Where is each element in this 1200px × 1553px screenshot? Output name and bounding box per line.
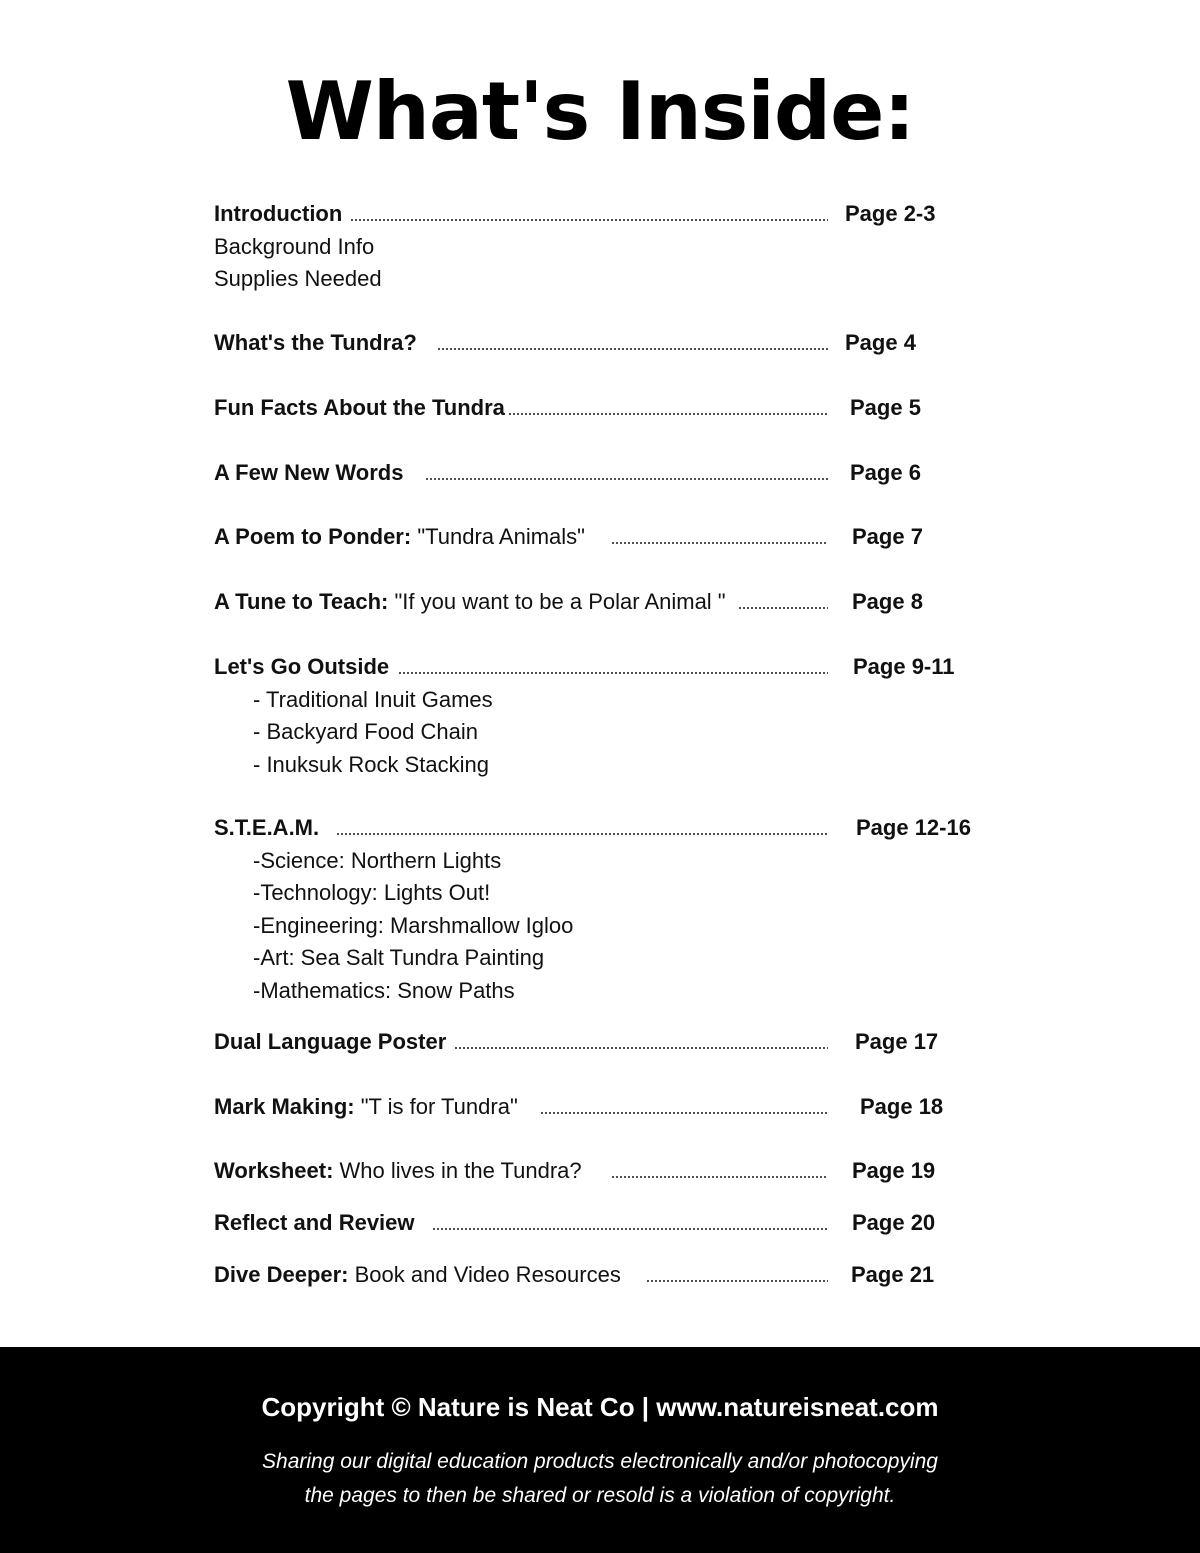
toc-entry-title bbox=[214, 330, 417, 355]
toc-entry-heading: Let's Go Outside bbox=[214, 654, 390, 679]
toc-entry-heading: S.T.E.A.M. bbox=[214, 815, 320, 840]
toc-entry bbox=[214, 1091, 518, 1123]
toc-entry bbox=[214, 457, 403, 489]
toc-entry-heading: Dive Deeper: bbox=[214, 1262, 349, 1287]
notice-line-1: Sharing our digital education products electronically and/or photocopying bbox=[262, 1450, 938, 1473]
toc-entry bbox=[214, 1259, 621, 1291]
toc-page-number: Page 18 bbox=[860, 1094, 944, 1119]
toc-page-number: Page 2-3 bbox=[845, 201, 936, 226]
toc-page-number: Page 7 bbox=[852, 524, 923, 549]
toc-subitem: -Science: Northern Lights bbox=[253, 847, 502, 873]
dot-leader bbox=[508, 412, 828, 416]
toc-entry-heading: Reflect and Review bbox=[214, 1210, 415, 1235]
toc-subitem: - Backyard Food Chain bbox=[253, 719, 478, 744]
toc-entry bbox=[214, 586, 726, 618]
copyright-notice bbox=[0, 1445, 1200, 1513]
toc-entry-heading: A Poem to Ponder: bbox=[214, 524, 412, 549]
toc-entry-subtitle: Who lives in the Tundra? bbox=[333, 1158, 582, 1183]
toc-entry-subtitle: "If you want to be a Polar Animal " bbox=[388, 589, 726, 614]
toc-page-number: Page 5 bbox=[850, 395, 921, 420]
toc-entry-subtitle: "T is for Tundra" bbox=[354, 1094, 518, 1119]
dot-leader bbox=[425, 477, 828, 481]
toc-subitem: - Inuksuk Rock Stacking bbox=[253, 751, 489, 777]
toc-entry bbox=[214, 327, 417, 359]
dot-leader bbox=[611, 541, 828, 545]
toc-subitem: - Traditional Inuit Games bbox=[253, 686, 493, 712]
notice-line-2: the pages to then be shared or resold is a violation of copyright. bbox=[304, 1484, 896, 1507]
dot-leader bbox=[611, 1175, 828, 1179]
page-title: What's Inside: bbox=[285, 65, 915, 158]
toc-entry-subtitle: Book and Video Resources bbox=[348, 1262, 621, 1287]
toc-page-number: Page 20 bbox=[852, 1210, 936, 1235]
toc-entry-title bbox=[214, 201, 342, 226]
toc-subitem: Background Info bbox=[214, 233, 375, 259]
toc-entry bbox=[214, 1026, 446, 1058]
toc-page-number: Page 9-11 bbox=[853, 654, 955, 679]
toc-entry-heading: What's the Tundra? bbox=[214, 330, 417, 355]
toc-entry-title bbox=[214, 1262, 621, 1287]
dot-leader bbox=[437, 347, 828, 351]
toc-entry bbox=[214, 651, 389, 683]
toc-entry bbox=[214, 1155, 582, 1187]
toc-entry bbox=[214, 392, 505, 424]
toc-page-number: Page 8 bbox=[852, 589, 923, 614]
toc-entry-heading: Fun Facts About the Tundra bbox=[214, 395, 505, 420]
toc-entry-subtitle: "Tundra Animals" bbox=[411, 524, 585, 549]
toc-entry bbox=[214, 812, 319, 844]
dot-leader bbox=[398, 671, 828, 675]
toc-page-number: Page 12-16 bbox=[856, 815, 971, 840]
footer bbox=[0, 1347, 1200, 1553]
dot-leader bbox=[454, 1046, 828, 1050]
toc-entry-title bbox=[214, 654, 389, 679]
toc-entry-heading: Dual Language Poster bbox=[214, 1029, 447, 1054]
toc-subitem: -Mathematics: Snow Paths bbox=[253, 977, 515, 1003]
toc-page-number: Page 17 bbox=[855, 1029, 939, 1054]
toc-entry-title bbox=[214, 1094, 518, 1119]
toc-subitem: Supplies Needed bbox=[214, 266, 382, 291]
dot-leader bbox=[540, 1111, 828, 1115]
toc-entry bbox=[214, 521, 585, 553]
toc-entry-title bbox=[214, 460, 403, 485]
toc-subitem: -Engineering: Marshmallow Igloo bbox=[253, 912, 574, 938]
dot-leader bbox=[432, 1227, 828, 1231]
toc-page-number: Page 4 bbox=[845, 330, 916, 355]
toc-entry-heading: A Tune to Teach: bbox=[214, 589, 389, 614]
toc-entry bbox=[214, 198, 342, 230]
toc-entry-title bbox=[214, 395, 505, 420]
toc-entry-title bbox=[214, 1158, 582, 1183]
toc-page-number: Page 19 bbox=[852, 1158, 936, 1183]
toc-subitem: -Art: Sea Salt Tundra Painting bbox=[253, 945, 545, 970]
toc-subitem: -Technology: Lights Out! bbox=[253, 880, 491, 905]
toc-page-number: Page 6 bbox=[850, 460, 921, 485]
dot-leader bbox=[738, 606, 828, 610]
toc-entry-title bbox=[214, 1210, 415, 1235]
toc-entry-heading: Worksheet: bbox=[214, 1158, 334, 1183]
dot-leader bbox=[350, 218, 828, 222]
toc-page-number: Page 21 bbox=[851, 1262, 935, 1287]
toc-entry-title bbox=[214, 815, 319, 840]
copyright-text: Copyright © Nature is Neat Co | www.natureisneat.com bbox=[261, 1392, 939, 1422]
toc-entry-heading: Introduction bbox=[214, 201, 343, 226]
dot-leader bbox=[336, 832, 828, 836]
toc-entry-title bbox=[214, 1029, 446, 1054]
toc-entry-title bbox=[214, 524, 585, 549]
toc-entry bbox=[214, 1207, 415, 1239]
toc-entry-heading: Mark Making: bbox=[214, 1094, 355, 1119]
dot-leader bbox=[646, 1279, 828, 1283]
toc-entry-title bbox=[214, 589, 726, 614]
toc-entry-heading: A Few New Words bbox=[214, 460, 404, 485]
